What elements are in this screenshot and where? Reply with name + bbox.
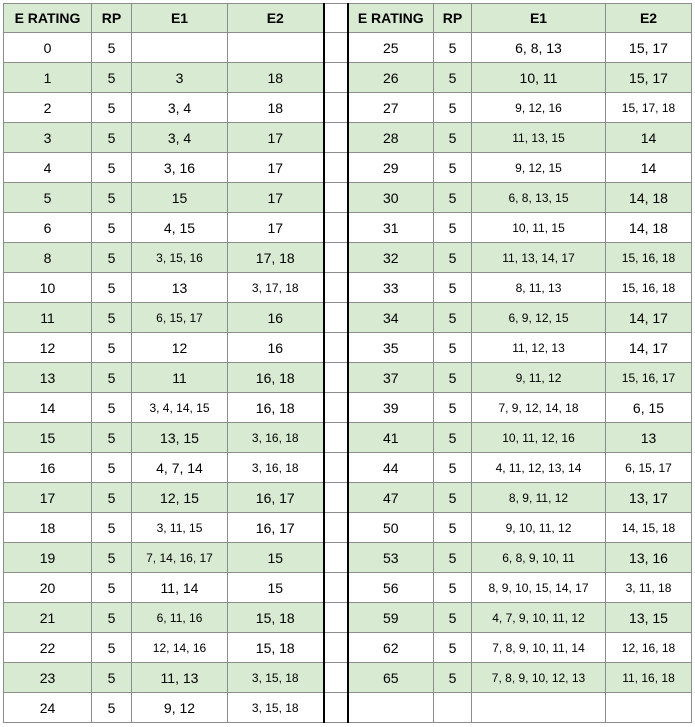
table-row xyxy=(4,273,692,303)
rp-cell: 5 xyxy=(92,183,132,213)
e-rating-cell: 32 xyxy=(348,243,434,273)
rp-cell: 5 xyxy=(92,633,132,663)
e1-cell: 7, 9, 12, 14, 18 xyxy=(472,393,606,423)
table-row xyxy=(4,33,692,63)
e-rating-cell: 0 xyxy=(4,33,92,63)
header-rp: RP xyxy=(92,4,132,33)
e-rating-cell: 3 xyxy=(4,123,92,153)
e-rating-cell: 19 xyxy=(4,543,92,573)
e1-cell: 9, 12, 16 xyxy=(472,93,606,123)
e-rating-cell: 21 xyxy=(4,603,92,633)
column-separator xyxy=(324,663,348,693)
table-row xyxy=(4,693,692,723)
e2-cell: 17, 18 xyxy=(228,243,324,273)
e1-cell: 15 xyxy=(132,183,228,213)
e-rating-cell: 6 xyxy=(4,213,92,243)
rp-cell: 5 xyxy=(434,33,472,63)
e2-cell: 16 xyxy=(228,333,324,363)
rp-cell: 5 xyxy=(434,243,472,273)
e-rating-cell: 24 xyxy=(4,693,92,723)
e2-cell: 3, 16, 18 xyxy=(228,453,324,483)
rp-cell: 5 xyxy=(434,483,472,513)
e2-cell xyxy=(606,693,692,723)
e1-cell: 9, 12, 15 xyxy=(472,153,606,183)
table-row xyxy=(4,603,692,633)
e1-cell: 10, 11, 12, 16 xyxy=(472,423,606,453)
rp-cell: 5 xyxy=(92,93,132,123)
column-separator xyxy=(324,633,348,663)
table-row xyxy=(4,303,692,333)
e-rating-cell: 10 xyxy=(4,273,92,303)
table-row xyxy=(4,123,692,153)
e-rating-cell: 26 xyxy=(348,63,434,93)
e-rating-cell: 2 xyxy=(4,93,92,123)
e2-cell: 17 xyxy=(228,153,324,183)
rp-cell: 5 xyxy=(92,243,132,273)
header-e-rating: E RATING xyxy=(4,4,92,33)
table-row xyxy=(4,363,692,393)
e1-cell: 12, 15 xyxy=(132,483,228,513)
e1-cell: 6, 15, 17 xyxy=(132,303,228,333)
e-rating-cell xyxy=(348,693,434,723)
rp-cell: 5 xyxy=(92,543,132,573)
e-rating-cell: 14 xyxy=(4,393,92,423)
column-separator xyxy=(324,183,348,213)
e-rating-cell: 23 xyxy=(4,663,92,693)
table-row xyxy=(4,663,692,693)
rp-cell xyxy=(434,693,472,723)
e1-cell: 12 xyxy=(132,333,228,363)
table-row xyxy=(4,153,692,183)
e1-cell: 11, 13, 14, 17 xyxy=(472,243,606,273)
e2-cell: 15, 18 xyxy=(228,633,324,663)
rp-cell: 5 xyxy=(92,63,132,93)
column-separator xyxy=(324,513,348,543)
e2-cell: 14, 17 xyxy=(606,303,692,333)
rp-cell: 5 xyxy=(434,183,472,213)
rp-cell: 5 xyxy=(434,573,472,603)
column-separator xyxy=(324,213,348,243)
column-separator xyxy=(324,153,348,183)
rp-cell: 5 xyxy=(434,273,472,303)
e2-cell: 12, 16, 18 xyxy=(606,633,692,663)
rp-cell: 5 xyxy=(92,363,132,393)
e1-cell xyxy=(472,693,606,723)
column-separator xyxy=(324,333,348,363)
e-rating-cell: 56 xyxy=(348,573,434,603)
e-rating-cell: 20 xyxy=(4,573,92,603)
e2-cell: 13, 16 xyxy=(606,543,692,573)
e2-cell: 17 xyxy=(228,123,324,153)
e-rating-cell: 5 xyxy=(4,183,92,213)
rp-cell: 5 xyxy=(92,153,132,183)
rp-cell: 5 xyxy=(434,393,472,423)
e2-cell: 14, 18 xyxy=(606,213,692,243)
e1-cell: 11, 12, 13 xyxy=(472,333,606,363)
e2-cell: 14, 17 xyxy=(606,333,692,363)
column-separator xyxy=(324,693,348,723)
e2-cell: 11, 16, 18 xyxy=(606,663,692,693)
e2-cell: 17 xyxy=(228,213,324,243)
e-rating-cell: 31 xyxy=(348,213,434,243)
e1-cell: 11, 13 xyxy=(132,663,228,693)
rp-cell: 5 xyxy=(434,333,472,363)
rp-cell: 5 xyxy=(434,663,472,693)
e2-cell: 3, 16, 18 xyxy=(228,423,324,453)
e-rating-cell: 12 xyxy=(4,333,92,363)
e-rating-cell: 35 xyxy=(348,333,434,363)
e1-cell: 9, 11, 12 xyxy=(472,363,606,393)
e2-cell: 3, 11, 18 xyxy=(606,573,692,603)
e2-cell: 6, 15 xyxy=(606,393,692,423)
rp-cell: 5 xyxy=(434,303,472,333)
e1-cell: 4, 7, 9, 10, 11, 12 xyxy=(472,603,606,633)
e-rating-cell: 30 xyxy=(348,183,434,213)
e-rating-cell: 17 xyxy=(4,483,92,513)
e-rating-cell: 44 xyxy=(348,453,434,483)
rp-cell: 5 xyxy=(434,213,472,243)
e2-cell: 14 xyxy=(606,153,692,183)
column-separator xyxy=(324,483,348,513)
e-rating-table xyxy=(3,3,692,723)
e-rating-cell: 62 xyxy=(348,633,434,663)
table-row xyxy=(4,423,692,453)
e2-cell: 15, 17 xyxy=(606,33,692,63)
rp-cell: 5 xyxy=(92,603,132,633)
e2-cell: 13 xyxy=(606,423,692,453)
column-separator xyxy=(324,303,348,333)
e1-cell: 3, 15, 16 xyxy=(132,243,228,273)
column-separator xyxy=(324,63,348,93)
rp-cell: 5 xyxy=(434,423,472,453)
e1-cell: 8, 9, 11, 12 xyxy=(472,483,606,513)
table-row xyxy=(4,183,692,213)
table-row xyxy=(4,573,692,603)
e1-cell: 3, 4 xyxy=(132,93,228,123)
table-row xyxy=(4,483,692,513)
rp-cell: 5 xyxy=(434,363,472,393)
e1-cell: 6, 11, 16 xyxy=(132,603,228,633)
e-rating-cell: 4 xyxy=(4,153,92,183)
rp-cell: 5 xyxy=(92,693,132,723)
e1-cell: 7, 8, 9, 10, 11, 14 xyxy=(472,633,606,663)
e2-cell xyxy=(228,33,324,63)
e-rating-cell: 33 xyxy=(348,273,434,303)
e2-cell: 15, 17, 18 xyxy=(606,93,692,123)
rp-cell: 5 xyxy=(434,93,472,123)
column-separator xyxy=(324,543,348,573)
rp-cell: 5 xyxy=(92,453,132,483)
column-separator xyxy=(324,93,348,123)
e-rating-cell: 13 xyxy=(4,363,92,393)
table-row xyxy=(4,63,692,93)
e-rating-cell: 16 xyxy=(4,453,92,483)
e-rating-cell: 37 xyxy=(348,363,434,393)
rp-cell: 5 xyxy=(434,153,472,183)
table-row xyxy=(4,633,692,663)
e1-cell: 11 xyxy=(132,363,228,393)
column-separator xyxy=(324,453,348,483)
e-rating-cell: 27 xyxy=(348,93,434,123)
e2-cell: 15 xyxy=(228,573,324,603)
e-rating-cell: 41 xyxy=(348,423,434,453)
e1-cell: 3 xyxy=(132,63,228,93)
e2-cell: 3, 15, 18 xyxy=(228,663,324,693)
e-rating-cell: 1 xyxy=(4,63,92,93)
column-separator xyxy=(324,423,348,453)
rp-cell: 5 xyxy=(92,393,132,423)
e-rating-cell: 22 xyxy=(4,633,92,663)
rp-cell: 5 xyxy=(92,303,132,333)
e1-cell: 3, 4, 14, 15 xyxy=(132,393,228,423)
e1-cell: 10, 11, 15 xyxy=(472,213,606,243)
header-e2: E2 xyxy=(228,4,324,33)
e2-cell: 15, 17 xyxy=(606,63,692,93)
e1-cell: 7, 8, 9, 10, 12, 13 xyxy=(472,663,606,693)
header-e2: E2 xyxy=(606,4,692,33)
column-separator xyxy=(324,33,348,63)
column-separator xyxy=(324,273,348,303)
e2-cell: 15, 16, 17 xyxy=(606,363,692,393)
header-e1: E1 xyxy=(472,4,606,33)
rp-cell: 5 xyxy=(434,453,472,483)
e-rating-cell: 18 xyxy=(4,513,92,543)
rp-cell: 5 xyxy=(92,273,132,303)
table-row xyxy=(4,93,692,123)
e2-cell: 14, 15, 18 xyxy=(606,513,692,543)
table-row xyxy=(4,453,692,483)
table-row xyxy=(4,243,692,273)
e-rating-cell: 50 xyxy=(348,513,434,543)
e2-cell: 18 xyxy=(228,63,324,93)
e1-cell: 9, 12 xyxy=(132,693,228,723)
rp-cell: 5 xyxy=(92,663,132,693)
e-rating-cell: 15 xyxy=(4,423,92,453)
column-separator xyxy=(324,243,348,273)
e2-cell: 16, 17 xyxy=(228,483,324,513)
column-separator xyxy=(324,573,348,603)
header-rp: RP xyxy=(434,4,472,33)
e1-cell: 8, 9, 10, 15, 14, 17 xyxy=(472,573,606,603)
column-separator xyxy=(324,363,348,393)
e-rating-cell: 28 xyxy=(348,123,434,153)
e1-cell: 4, 7, 14 xyxy=(132,453,228,483)
e1-cell: 3, 11, 15 xyxy=(132,513,228,543)
e1-cell: 12, 14, 16 xyxy=(132,633,228,663)
header-row xyxy=(4,4,692,33)
rp-cell: 5 xyxy=(434,513,472,543)
e-rating-cell: 29 xyxy=(348,153,434,183)
column-separator xyxy=(324,123,348,153)
header-e-rating: E RATING xyxy=(348,4,434,33)
rp-cell: 5 xyxy=(92,573,132,603)
e2-cell: 13, 15 xyxy=(606,603,692,633)
e1-cell: 10, 11 xyxy=(472,63,606,93)
table-row xyxy=(4,393,692,423)
rp-cell: 5 xyxy=(92,33,132,63)
e1-cell: 4, 11, 12, 13, 14 xyxy=(472,453,606,483)
e-rating-cell: 39 xyxy=(348,393,434,423)
e1-cell: 6, 8, 9, 10, 11 xyxy=(472,543,606,573)
e2-cell: 15, 18 xyxy=(228,603,324,633)
column-separator xyxy=(324,393,348,423)
rp-cell: 5 xyxy=(434,633,472,663)
table-row xyxy=(4,543,692,573)
e2-cell: 17 xyxy=(228,183,324,213)
e-rating-cell: 25 xyxy=(348,33,434,63)
e1-cell: 8, 11, 13 xyxy=(472,273,606,303)
e1-cell: 13, 15 xyxy=(132,423,228,453)
e-rating-cell: 59 xyxy=(348,603,434,633)
e2-cell: 3, 15, 18 xyxy=(228,693,324,723)
rp-cell: 5 xyxy=(434,603,472,633)
header-e1: E1 xyxy=(132,4,228,33)
e1-cell xyxy=(132,33,228,63)
e2-cell: 14 xyxy=(606,123,692,153)
rp-cell: 5 xyxy=(92,513,132,543)
e-rating-cell: 34 xyxy=(348,303,434,333)
e2-cell: 3, 17, 18 xyxy=(228,273,324,303)
rp-cell: 5 xyxy=(434,123,472,153)
column-separator xyxy=(324,4,348,33)
e-rating-cell: 11 xyxy=(4,303,92,333)
e1-cell: 6, 9, 12, 15 xyxy=(472,303,606,333)
column-separator xyxy=(324,603,348,633)
e1-cell: 4, 15 xyxy=(132,213,228,243)
e2-cell: 16 xyxy=(228,303,324,333)
rp-cell: 5 xyxy=(434,63,472,93)
table-row xyxy=(4,213,692,243)
rp-cell: 5 xyxy=(92,423,132,453)
e1-cell: 11, 13, 15 xyxy=(472,123,606,153)
e1-cell: 7, 14, 16, 17 xyxy=(132,543,228,573)
rp-cell: 5 xyxy=(92,213,132,243)
e2-cell: 13, 17 xyxy=(606,483,692,513)
e2-cell: 18 xyxy=(228,93,324,123)
e-rating-cell: 53 xyxy=(348,543,434,573)
e1-cell: 6, 8, 13, 15 xyxy=(472,183,606,213)
e1-cell: 3, 16 xyxy=(132,153,228,183)
e-rating-cell: 65 xyxy=(348,663,434,693)
e2-cell: 15 xyxy=(228,543,324,573)
e2-cell: 15, 16, 18 xyxy=(606,273,692,303)
e1-cell: 13 xyxy=(132,273,228,303)
e2-cell: 6, 15, 17 xyxy=(606,453,692,483)
e1-cell: 6, 8, 13 xyxy=(472,33,606,63)
e2-cell: 16, 18 xyxy=(228,393,324,423)
e1-cell: 3, 4 xyxy=(132,123,228,153)
rp-cell: 5 xyxy=(92,123,132,153)
e2-cell: 16, 17 xyxy=(228,513,324,543)
rp-cell: 5 xyxy=(92,333,132,363)
e1-cell: 11, 14 xyxy=(132,573,228,603)
rp-cell: 5 xyxy=(434,543,472,573)
rp-cell: 5 xyxy=(92,483,132,513)
table-row xyxy=(4,513,692,543)
e1-cell: 9, 10, 11, 12 xyxy=(472,513,606,543)
e2-cell: 14, 18 xyxy=(606,183,692,213)
e-rating-cell: 8 xyxy=(4,243,92,273)
e-rating-cell: 47 xyxy=(348,483,434,513)
e2-cell: 15, 16, 18 xyxy=(606,243,692,273)
table-row xyxy=(4,333,692,363)
e2-cell: 16, 18 xyxy=(228,363,324,393)
